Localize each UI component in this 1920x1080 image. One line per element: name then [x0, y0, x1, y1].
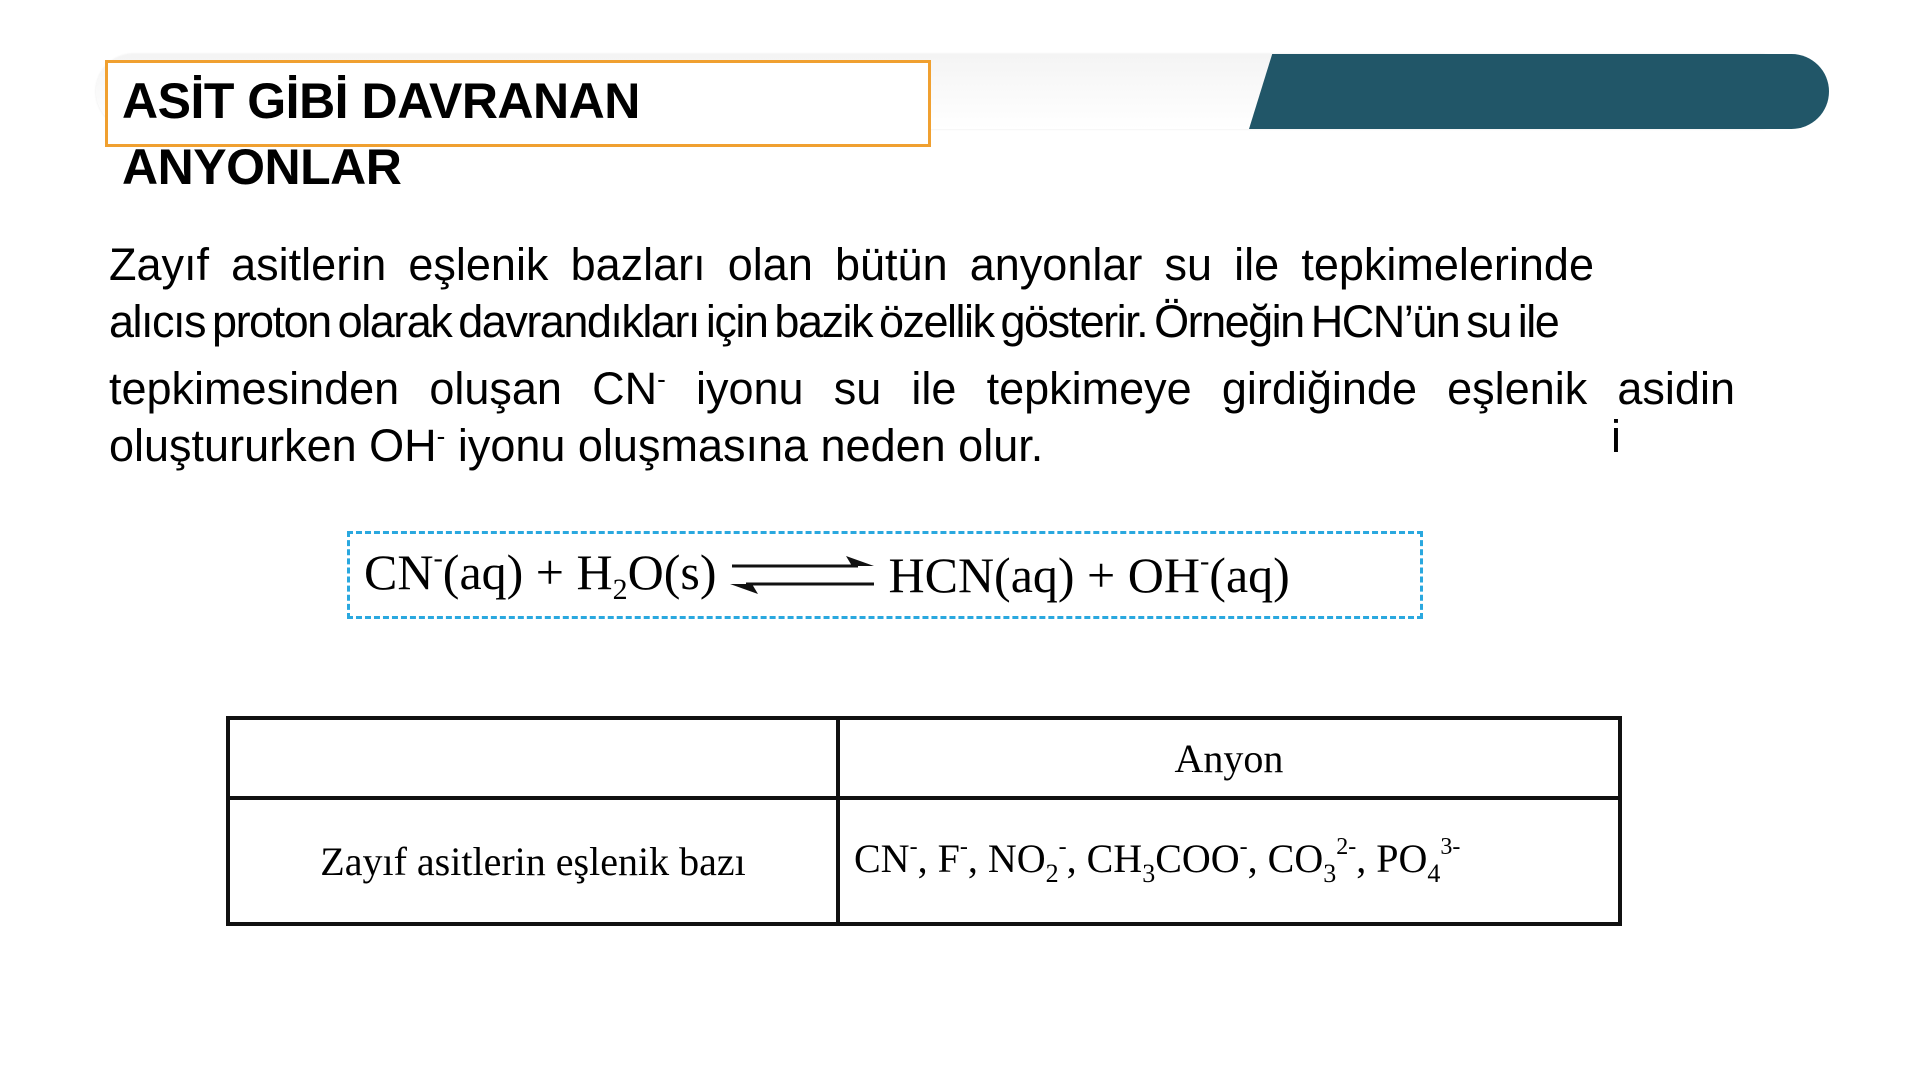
header-cell-empty — [228, 718, 838, 798]
eq-charge: - — [1199, 546, 1210, 577]
ion-subscript: 3 — [1142, 858, 1156, 888]
ion-formula — [937, 833, 968, 881]
paragraph-stray-letter: i — [1611, 411, 1621, 462]
ion-base: CH — [1086, 835, 1143, 881]
equation-reactants — [364, 543, 716, 607]
header-accent-shape — [1249, 54, 1829, 129]
text-fragment: tepkimesinden oluşan CN — [109, 363, 658, 414]
table-header-row — [228, 718, 1620, 798]
eq-charge: - — [433, 543, 443, 574]
eq-text: (aq) + H — [442, 544, 613, 600]
ion-base: PO — [1376, 835, 1428, 881]
ion-subscript: 4 — [1427, 858, 1441, 888]
charge: - — [436, 421, 446, 451]
ion-charge: 2- — [1336, 833, 1357, 860]
anion-table — [226, 716, 1622, 926]
equation-products — [888, 546, 1289, 604]
ion-charge: - — [959, 833, 968, 860]
eq-text: CN — [364, 544, 434, 600]
eq-text: (aq) — [1209, 547, 1290, 603]
ion-charge: 3- — [1440, 833, 1461, 860]
paragraph-line-4 — [109, 408, 1043, 474]
equilibrium-arrows-icon — [728, 550, 876, 600]
table-row — [228, 798, 1620, 924]
ion-base: CN — [854, 835, 910, 881]
ion-formula — [1376, 833, 1461, 888]
eq-text: O(s) — [627, 544, 717, 600]
text-fragment: proton — [212, 296, 331, 347]
paragraph-line-2 — [109, 293, 1558, 350]
paragraph-line-1: Zayıf asitlerin eşlenik bazları olan bütün anyonlar su ile tepkimelerinde — [109, 239, 1594, 290]
eq-subscript: 2 — [612, 573, 628, 606]
ion-formula — [987, 833, 1067, 888]
ion-formula — [1267, 833, 1357, 888]
text-fragment: iyonu su ile tepkimeye girdiğinde eşlenik asidin — [695, 363, 1735, 414]
ion-charge: - — [909, 833, 918, 860]
charge: - — [657, 364, 666, 394]
ion-base: F — [937, 835, 960, 881]
header-cell-anyon: Anyon — [838, 718, 1620, 798]
ion-subscript: 3 — [1323, 858, 1337, 888]
eq-text: HCN(aq) + OH — [888, 547, 1200, 603]
text-fragment: oluştururken OH — [109, 420, 437, 471]
ion-charge: - — [1239, 833, 1248, 860]
title-line-2: ANYONLAR — [122, 139, 402, 195]
equation-box — [347, 531, 1423, 619]
ion-list: CN-, F-, $NO_2^-$, $CH_3COO^-$, $CO_3^{2-}$, $PO_4^{3-}$ — [838, 798, 1620, 924]
ion-base: COO — [1155, 835, 1240, 881]
ion-subscript: 2 — [1045, 858, 1059, 888]
ion-base: CO — [1267, 835, 1324, 881]
page-title — [122, 68, 640, 200]
ion-formula — [854, 833, 918, 881]
text-fragment: alıcıs — [109, 296, 206, 347]
row-label: Zayıf asitlerin eşlenik bazı — [228, 798, 838, 924]
text-fragment: davrandıkları için bazik özellik gösterir. Örneğin HCN’ün su ile — [458, 296, 1559, 347]
text-fragment: olarak — [337, 296, 452, 347]
ion-charge: - — [1058, 833, 1067, 860]
ion-formula — [1086, 833, 1248, 888]
title-line-1: ASİT GİBİ DAVRANAN — [122, 73, 640, 129]
ion-base: NO — [987, 835, 1046, 881]
text-fragment: iyonu oluşmasına neden olur. — [457, 420, 1044, 471]
